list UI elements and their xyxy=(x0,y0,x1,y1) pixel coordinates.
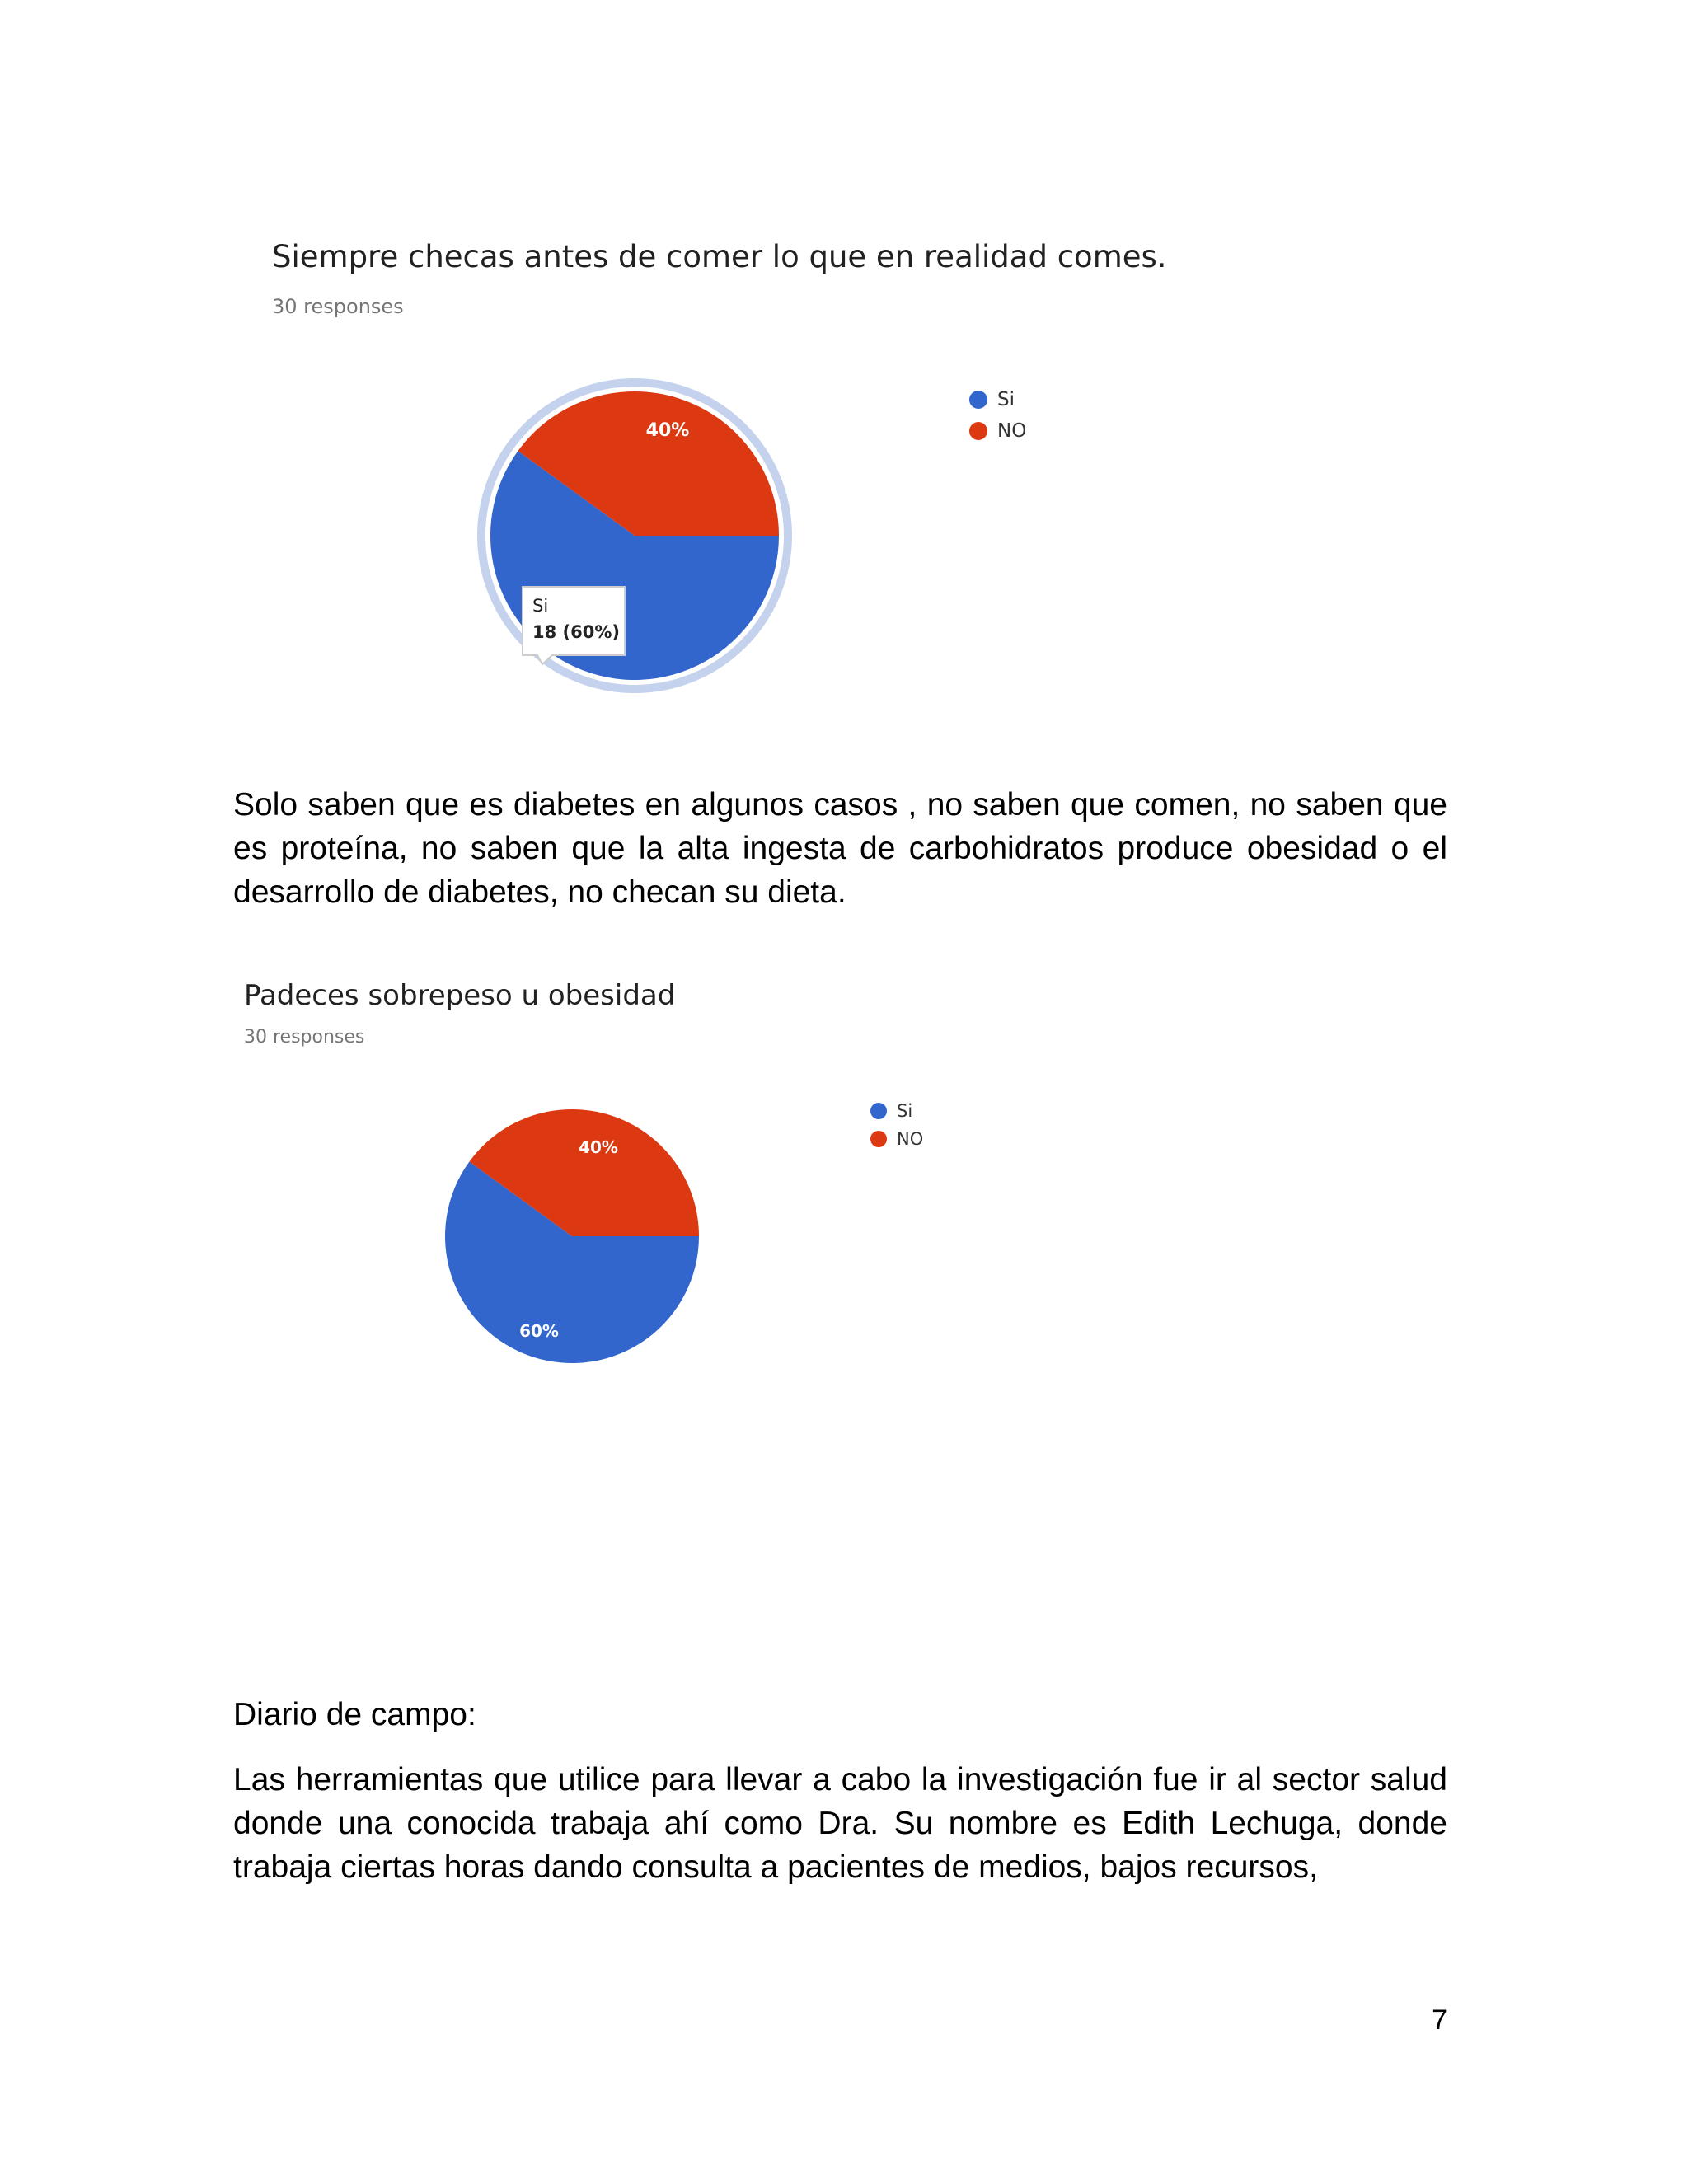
legend-item-si[interactable] xyxy=(969,384,1026,415)
section-heading: Diario de campo: xyxy=(233,1697,476,1732)
chart-1-tooltip-label: Si xyxy=(532,596,549,616)
legend-dot-no xyxy=(969,422,987,440)
legend-label-si: Si xyxy=(897,1101,913,1121)
legend-item-no[interactable] xyxy=(870,1125,923,1153)
chart-1-responses: 30 responses xyxy=(272,295,404,318)
chart-1-pie xyxy=(445,363,824,709)
legend-dot-si xyxy=(870,1103,887,1119)
legend-item-no[interactable] xyxy=(969,415,1026,447)
chart-1-tooltip-value: 18 (60%) xyxy=(532,622,620,642)
chart-2-label-no: 40% xyxy=(579,1137,618,1157)
legend-label-no: NO xyxy=(997,420,1027,442)
legend-label-si: Si xyxy=(997,389,1015,410)
chart-2-legend xyxy=(870,1097,923,1153)
chart-1-tooltip xyxy=(523,587,625,664)
legend-label-no: NO xyxy=(897,1129,924,1149)
chart-2-label-si: 60% xyxy=(519,1321,559,1341)
legend-dot-si xyxy=(969,391,987,409)
chart-1-legend xyxy=(969,384,1026,447)
chart-1-title: Siempre checas antes de comer lo que en realidad comes. xyxy=(272,239,1167,274)
chart-2-title: Padeces sobrepeso u obesidad xyxy=(244,979,676,1012)
paragraph-2: Las herramientas que utilice para llevar a cabo la investigación fue ir al sector salud donde una conocida trabaja ahí como Dra. Su nombre es Edith Lechuga, donde trabaja ciertas horas dando consulta a pacientes de medios, bajos recursos, xyxy=(233,1762,1447,1885)
chart-1-label-no: 40% xyxy=(645,420,690,441)
legend-dot-no xyxy=(870,1131,887,1147)
paragraph-1: Solo saben que es diabetes en algunos casos , no saben que comen, no saben que es proteína, no saben que la alta ingesta de carbohidratos produce obesidad o el desarrollo de diabetes, no checan su dieta. xyxy=(233,787,1447,910)
page-number: 7 xyxy=(1432,2004,1447,2036)
chart-2-responses: 30 responses xyxy=(244,1027,365,1047)
legend-item-si[interactable] xyxy=(870,1097,923,1125)
chart-2-pie xyxy=(424,1088,720,1385)
